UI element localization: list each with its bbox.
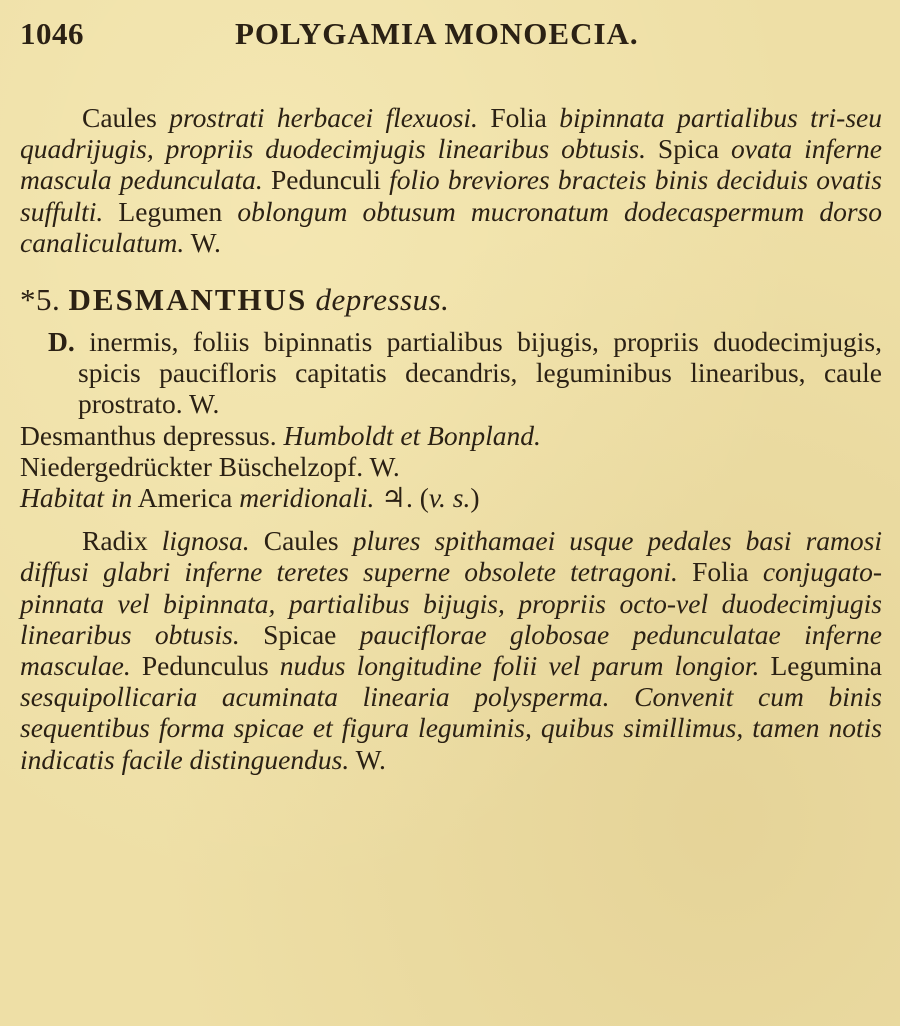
text-run-italic: prostrati herbacei flexuosi. <box>169 102 478 133</box>
text-run: Caules <box>82 102 170 133</box>
text-run: Caules <box>249 525 353 557</box>
perennial-symbol: ♃. ( <box>374 482 429 514</box>
text-run-italic: bipinnata partialibus tri-seu quadrijugis, propriis duodecimjugis linearibus obtusis. <box>20 102 882 165</box>
page-header <box>20 14 882 58</box>
text-run: Folia <box>677 556 763 588</box>
text-run-italic: ovata inferne mascula pedunculata. <box>20 133 882 196</box>
page-body <box>20 102 882 775</box>
text-run-italic: pauciflorae globosae pedunculatae inferne masculae. <box>20 618 882 682</box>
text-run: America <box>132 482 240 514</box>
species-heading <box>20 282 882 318</box>
page-number: 1046 <box>20 16 84 51</box>
text-run-italic: v. s. <box>428 482 471 514</box>
text-run: Legumina <box>759 650 882 682</box>
species-number: *5. <box>20 282 61 318</box>
synonym-authority: Humboldt et Bonpland. <box>283 419 541 451</box>
diagnosis-text: inermis, foliis bipinnatis partialibus bijugis, propriis duodecimjugis, spicis paucifloris capitatis decandris, leguminibus linearibus, caule prostrato. W. <box>74 326 882 420</box>
genus-name: DESMANTHUS <box>68 282 308 318</box>
diagnosis-genus-abbr: D. <box>48 326 75 358</box>
text-run-italic: sesquipollicaria acuminata linearia polysperma. Convenit cum binis sequentibus forma spicae et figura leguminis, quibus simillimus, tamen notis indicatis facile distinguendus. <box>20 681 882 775</box>
text-run: Folia <box>477 102 560 133</box>
text-run: Legumen <box>103 195 238 227</box>
text-run-italic: Habitat in <box>20 482 133 514</box>
text-run: Pedunculi <box>262 164 390 196</box>
description-paragraph-previous-species <box>20 102 882 258</box>
text-run: W. <box>349 743 386 775</box>
text-run: Spica <box>645 133 732 165</box>
text-run: Radix <box>82 525 162 557</box>
habitat-line <box>20 482 882 513</box>
text-run: ) <box>470 482 480 514</box>
text-run-italic: nudus longitudine folii vel parum longior. <box>279 650 760 682</box>
common-name-line: Niedergedrückter Büschelzopf. W. <box>20 450 400 482</box>
species-diagnosis <box>20 326 882 420</box>
description-paragraph <box>20 525 882 775</box>
synonym-line <box>20 420 882 451</box>
text-run: W. <box>184 226 221 258</box>
synonym-name: Desmanthus depressus. <box>20 419 284 451</box>
text-run-italic: folio breviores bracteis binis deciduis ovatis suffulti. <box>20 164 882 227</box>
text-run-italic: conjugato-pinnata vel bipinnata, partialibus bijugis, propriis octo-vel duodecimjugis linearibus obtusis. <box>20 556 882 650</box>
text-run-italic: meridionali. <box>239 482 375 514</box>
species-epithet: depressus. <box>315 282 450 318</box>
text-run: Spicae <box>239 618 360 650</box>
text-run-italic: plures spithamaei usque pedales basi ramosi diffusi glabri inferne teretes superne obsolete tetragoni. <box>20 525 882 588</box>
text-run: Pedunculus <box>130 650 280 682</box>
text-run-italic: lignosa. <box>161 525 250 557</box>
running-head: POLYGAMIA MONOECIA. <box>235 16 639 51</box>
text-run-italic: oblongum obtusum mucronatum dodecaspermum dorso canaliculatum. <box>20 195 882 258</box>
